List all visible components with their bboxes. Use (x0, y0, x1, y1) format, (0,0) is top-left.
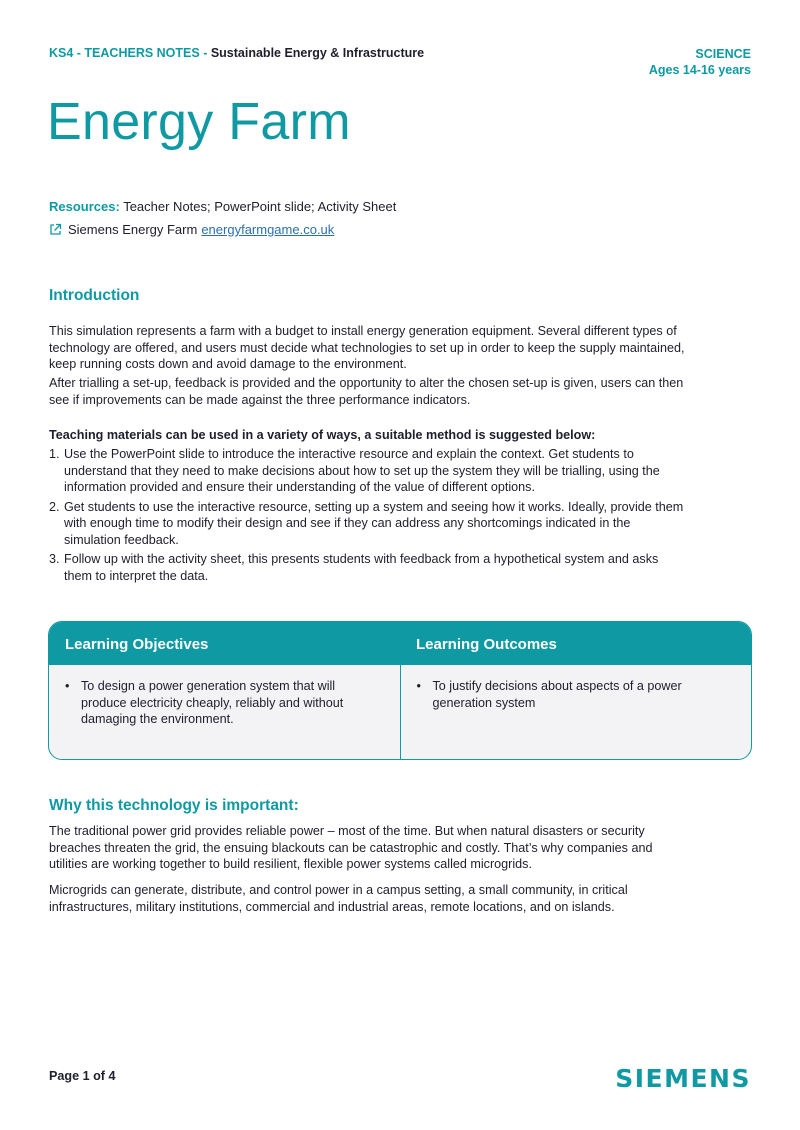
list-item (49, 551, 689, 584)
step-text: Use the PowerPoint slide to introduce the interactive resource and explain the context. Get students to understand that they need to make decisions about how to set up the system they will be trialling, using the information provided and ensure their understanding of the value of different options. (64, 447, 660, 494)
why-paragraph-1: The traditional power grid provides reliable power – most of the time. But when natural disasters or security breaches threaten the grid, the ensuing blackouts can be catastrophic and costly. That’s why companies and utilities are working together to build resilient, flexible power systems called microgrids. (49, 824, 653, 871)
resources-text: Teacher Notes; PowerPoint slide; Activity Sheet (119, 199, 397, 214)
teaching-materials-heading: Teaching materials can be used in a variety of ways, a suitable method is suggested below: (49, 428, 596, 442)
age-range: Ages 14-16 years (648, 63, 751, 77)
introduction-paragraph-2: After trialling a set-up, feedback is provided and the opportunity to alter the chosen set-up is given, users can then see if improvements can be made against the three performance indicators. (49, 376, 684, 407)
objectives-heading: Learning Objectives (65, 636, 209, 653)
objectives-cell (49, 665, 400, 759)
list-item (49, 446, 689, 496)
outcomes-heading: Learning Outcomes (416, 636, 557, 653)
energyfarm-link[interactable]: energyfarmgame.co.uk (201, 222, 335, 237)
series-label: KS4 - TEACHERS NOTES (49, 46, 200, 60)
introduction-heading: Introduction (49, 287, 140, 304)
header-breadcrumb (49, 46, 424, 60)
introduction-paragraph-1: This simulation represents a farm with a budget to install energy generation equipment. Several different types of technology are offered, and users must decide what technologies to set up in order to keep the supply maintained, keep running costs down and avoid damage to the environment. (49, 324, 685, 371)
page-title: Energy Farm (47, 93, 351, 151)
step-text: Follow up with the activity sheet, this presents students with feedback from a hypothetical system and asks them to interpret the data. (64, 552, 659, 583)
step-number: 1. (49, 447, 60, 461)
why-important-heading: Why this technology is important: (49, 797, 299, 814)
table-body (49, 665, 751, 759)
topic-label: Sustainable Energy & Infrastructure (210, 46, 425, 60)
step-text: Get students to use the interactive resource, setting up a system and seeing how it works. Ideally, provide them with enough time to modify their design and see if they can address any shortcomings indicated in the simulation feedback. (64, 499, 684, 547)
list-item (49, 499, 689, 549)
subject-label: SCIENCE (695, 47, 751, 61)
objective-item: • To design a power generation system that will produce electricity cheaply, reliably and without damaging the environment. (65, 678, 384, 728)
resources-line (49, 199, 396, 214)
table-header (49, 622, 751, 665)
external-link-icon (49, 223, 62, 236)
siemens-logo: SIEMENS (615, 1064, 751, 1093)
outcome-item: • To justify decisions about aspects of a power generation system (417, 678, 736, 711)
step-number: 3. (49, 552, 60, 566)
link-description: Siemens Energy Farm (68, 222, 198, 237)
page-number: Page 1 of 4 (49, 1069, 116, 1083)
teaching-steps-list (49, 446, 689, 587)
why-paragraph-2: Microgrids can generate, distribute, and control power in a campus setting, a small community, in critical infrastructures, military institutions, commercial and industrial areas, remote locations, and on islands. (49, 883, 628, 914)
subject-block (649, 46, 751, 78)
resources-label: Resources: (49, 199, 120, 214)
step-number: 2. (49, 499, 60, 514)
external-link-line (49, 222, 334, 237)
outcomes-cell (400, 665, 752, 759)
header-separator: - (199, 46, 211, 60)
learning-objectives-table (48, 621, 752, 760)
